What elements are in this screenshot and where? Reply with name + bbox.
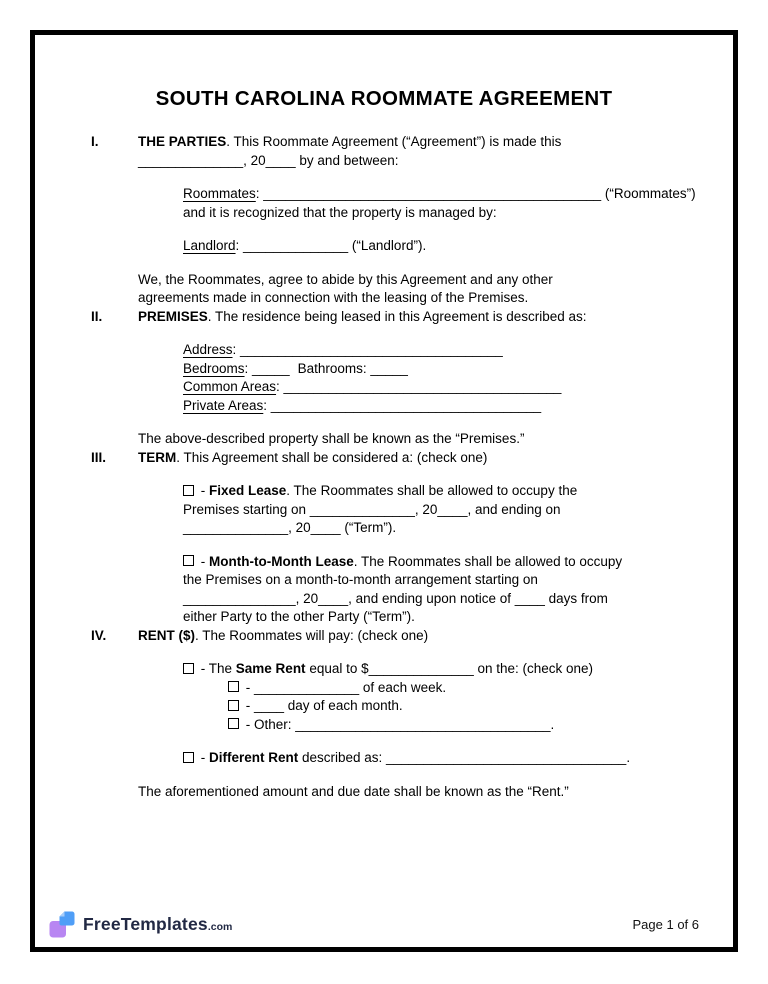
brand-wordmark xyxy=(83,914,232,935)
managed-by-text: and it is recognized that the property is managed by: xyxy=(183,204,497,220)
document-page xyxy=(30,30,738,952)
checkbox-month-to-month-lease xyxy=(183,555,194,566)
section-rent-body xyxy=(138,627,697,802)
bedrooms-blank: : _____ xyxy=(244,360,290,376)
premises-intro-paragraph xyxy=(138,308,697,327)
section-term xyxy=(91,449,697,627)
different-rent-prefix: - xyxy=(197,750,209,765)
different-rent-paragraph xyxy=(183,749,697,768)
same-rent-blank-line: equal to $______________ on the: (check one) xyxy=(305,661,594,676)
logo-fold-corner xyxy=(60,911,65,916)
checkbox-same-rent xyxy=(183,663,194,674)
same-rent-label: Same Rent xyxy=(235,661,306,676)
term-intro-paragraph xyxy=(138,449,697,468)
fixed-lease-label: Fixed Lease xyxy=(209,483,287,498)
same-rent-prefix: - The xyxy=(197,661,236,676)
section-term-body xyxy=(138,449,697,627)
rent-intro-text: . The Roommates will pay: (check one) xyxy=(195,627,429,643)
rent-intro-paragraph xyxy=(138,627,697,646)
month-lease-line3: _______________, 20____, and ending upon notice of ____ days from xyxy=(183,590,608,606)
roommates-paragraph xyxy=(183,185,697,222)
different-rent-label: Different Rent xyxy=(209,750,299,765)
landlord-label: Landlord xyxy=(183,238,236,253)
landlord-paragraph xyxy=(183,237,697,256)
section-term-numeral: III. xyxy=(91,449,107,465)
agree-line1: We, the Roommates, agree to abide by this Agreement and any other xyxy=(138,271,553,287)
parties-intro-text: . This Roommate Agreement (“Agreement”) is made this xyxy=(226,134,562,149)
brand-tld-text: .com xyxy=(207,920,233,933)
roommates-label: Roommates xyxy=(183,186,256,201)
premises-heading: PREMISES xyxy=(138,308,208,324)
checkbox-fixed-lease xyxy=(183,485,194,496)
checkbox-other xyxy=(228,718,239,729)
month-lease-line1: . The Roommates shall be allowed to occupy xyxy=(353,553,623,569)
common-areas-label: Common Areas xyxy=(183,379,277,394)
agree-line2: agreements made in connection with the leasing of the Premises. xyxy=(138,290,529,305)
page-number-label: Page 1 of 6 xyxy=(632,916,699,932)
fixed-lease-paragraph xyxy=(183,482,697,538)
fixed-lease-dash: - xyxy=(197,483,209,498)
same-rent-option-other xyxy=(228,717,554,732)
week-option-text: - ______________ of each week. xyxy=(242,679,447,695)
brand-name-text: FreeTemplates xyxy=(83,913,208,934)
parties-intro-paragraph xyxy=(138,133,697,170)
section-parties-numeral: I. xyxy=(91,134,99,149)
checkbox-different-rent xyxy=(183,752,194,763)
premises-note: The above-described property shall be known as the “Premises.” xyxy=(138,431,525,446)
bedrooms-label: Bedrooms xyxy=(183,360,245,376)
checkbox-day-of-month xyxy=(228,700,239,711)
rent-heading: RENT ($) xyxy=(138,627,195,643)
section-rent-numeral: IV. xyxy=(91,627,107,643)
fixed-lease-line3: ______________, 20____ (“Term”). xyxy=(183,520,397,535)
same-rent-option-month xyxy=(228,698,403,713)
month-lease-dash: - xyxy=(197,553,209,569)
section-premises-numeral: II. xyxy=(91,308,103,324)
month-option-text: - ____ day of each month. xyxy=(242,698,403,713)
document-body xyxy=(35,133,733,801)
term-intro-text: . This Agreement shall be considered a: (check one) xyxy=(176,449,488,465)
address-blank-line: : ___________________________________ xyxy=(232,342,503,357)
section-premises xyxy=(91,308,697,449)
agree-paragraph xyxy=(138,271,697,308)
month-lease-label: Month-to-Month Lease xyxy=(209,553,354,569)
fixed-lease-line1: . The Roommates shall be allowed to occupy the xyxy=(286,483,578,498)
private-areas-label: Private Areas xyxy=(183,397,264,413)
logo-blue-page xyxy=(60,911,75,925)
section-parties-body xyxy=(138,133,697,308)
landlord-blank-line: : ______________ (“Landlord”). xyxy=(235,238,427,253)
month-lease-line4: either Party to the other Party (“Term”). xyxy=(183,609,415,624)
section-rent xyxy=(91,627,697,802)
common-areas-blank-line: : _____________________________________ xyxy=(276,379,562,394)
other-option-text: - Other: __________________________________. xyxy=(242,716,555,732)
brand-logo xyxy=(48,908,232,941)
private-areas-blank-line: : ____________________________________ xyxy=(263,397,542,413)
month-lease-paragraph xyxy=(183,553,697,627)
same-rent-option-week xyxy=(228,680,446,695)
premises-intro-text: . The residence being leased in this Agreement is described as: xyxy=(207,308,587,324)
parties-intro-line2: ______________, 20____ by and between: xyxy=(138,152,399,168)
term-heading: TERM xyxy=(138,449,177,465)
freetemplates-logo-icon xyxy=(48,908,78,941)
premises-fields-paragraph xyxy=(183,341,697,415)
address-label: Address xyxy=(183,342,233,357)
document-title: SOUTH CAROLINA ROOMMATE AGREEMENT xyxy=(155,87,613,110)
checkbox-week xyxy=(228,681,239,692)
roommates-blank-line: : _____________________________________________ (“Roommates”) xyxy=(255,186,696,201)
same-rent-paragraph xyxy=(183,660,697,734)
section-premises-body xyxy=(138,308,697,449)
rent-note: The aforementioned amount and due date shall be known as the “Rent.” xyxy=(138,783,569,799)
section-parties xyxy=(91,133,697,308)
different-rent-blank-line: described as: ________________________________. xyxy=(298,750,631,765)
page-footer xyxy=(48,903,699,945)
parties-heading: THE PARTIES xyxy=(138,134,227,149)
month-lease-line2: the Premises on a month-to-month arrangement starting on xyxy=(183,572,538,587)
fixed-lease-line2: Premises starting on ______________, 20____, and ending on xyxy=(183,501,561,517)
bathrooms-blank: Bathrooms: _____ xyxy=(297,360,408,376)
